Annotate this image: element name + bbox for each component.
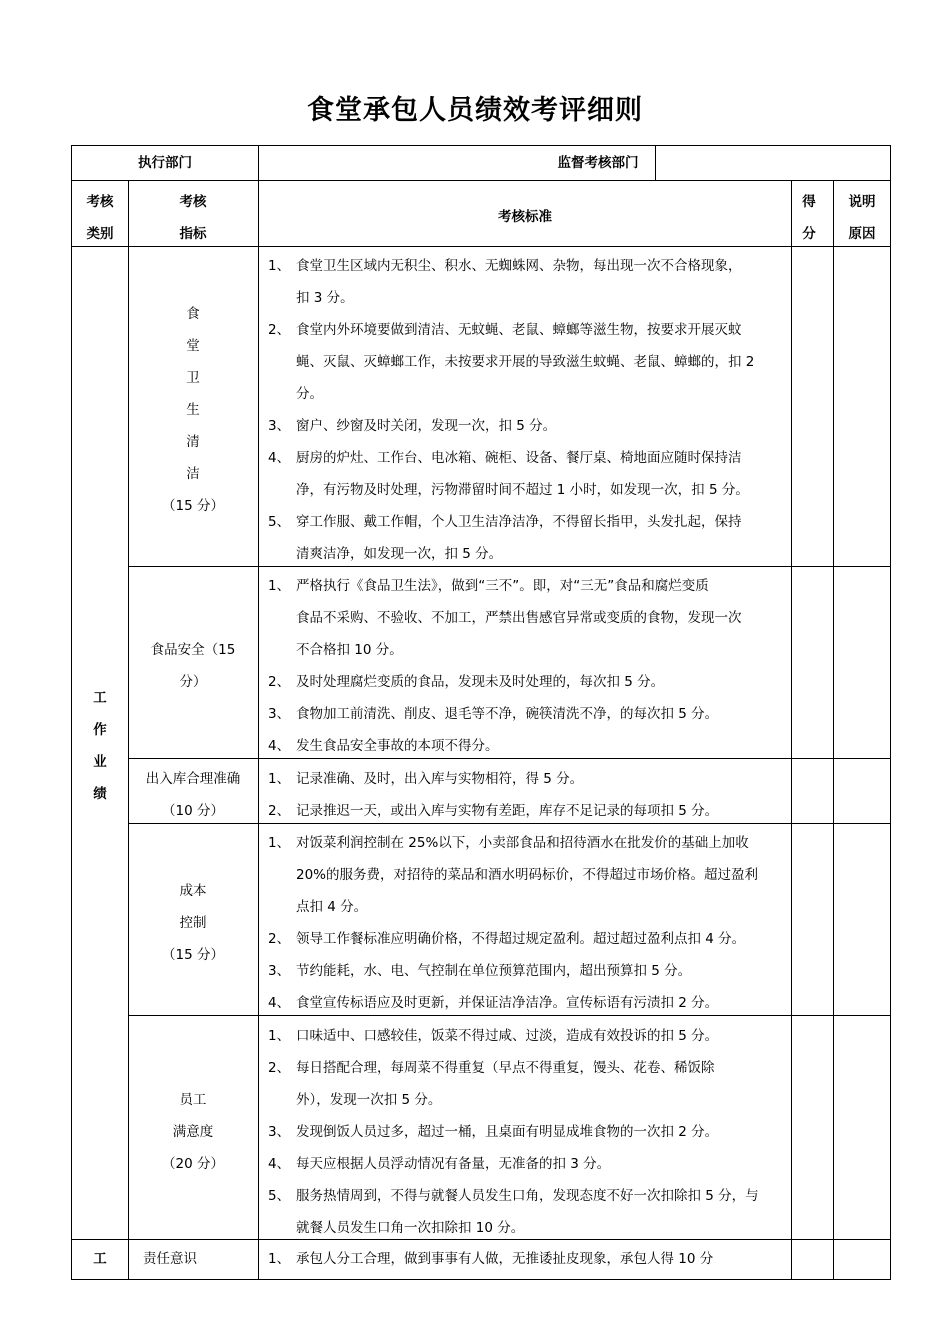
standard-num: 4、 [268,738,291,754]
indicator-line: （15 分） [162,498,224,514]
standard-text: 20%的服务费，对招待的菜品和酒水明码标价，不得超过市场价格。超过盈利 [296,867,759,883]
indicator-line: 控制 [179,915,207,931]
standard-text: 扣 3 分。 [296,290,354,306]
standard-text: 每日搭配合理，每周菜不得重复（早点不得重复，馒头、花卷、稀饭除 [296,1060,715,1076]
page-title: 食堂承包人员绩效考评细则 [307,95,643,126]
standard-num: 2、 [268,803,291,819]
standard-text: 节约能耗，水、电、气控制在单位预算范围内，超出预算扣 5 分。 [296,963,692,979]
standard-text: 穿工作服、戴工作帽，个人卫生洁净洁净，不得留长指甲，头发扎起，保持 [296,514,742,530]
category-char: 作 [93,722,107,738]
standard-num: 1、 [268,258,291,274]
standard-text: 蝇、灭鼠、灭蟑螂工作，未按要求开展的导致滋生蚊蝇、老鼠、蟑螂的，扣 2 [296,354,755,370]
standard-text: 严格执行《食品卫生法》，做到“三不”。即，对“三无”食品和腐烂变质 [296,578,709,594]
standard-num: 1、 [268,835,291,851]
indicator-line: 出入库合理准确 [145,771,241,787]
standard-num: 2、 [268,931,291,947]
indicator-line: 食 [186,306,200,322]
standard-num: 1、 [268,771,291,787]
standard-num: 2、 [268,674,291,690]
indicator-line: 员工 [179,1092,207,1108]
standard-num: 1、 [268,1028,291,1044]
standard-text: 承包人分工合理，做到事事有人做，无推诿扯皮现象，承包人得 10 分 [296,1251,714,1267]
standard-text: 每天应根据人员浮动情况有备量，无准备的扣 3 分。 [296,1156,611,1172]
indicator-line: 清 [186,434,200,450]
standard-num: 4、 [268,1156,291,1172]
standard-num: 5、 [268,514,291,530]
indicator-line: 成本 [179,883,207,899]
col-indicator-line1: 考核 [179,194,207,210]
standard-num: 3、 [268,1124,291,1140]
category-char-attitude: 工 [93,1251,107,1267]
standard-num: 1、 [268,1251,291,1267]
standard-text: 分。 [296,386,323,402]
standard-text: 就餐人员发生口角一次扣除扣 10 分。 [296,1220,525,1236]
indicator-line: 洁 [186,466,200,482]
standard-num: 4、 [268,995,291,1011]
standard-text: 口味适中、口感较佳，饭菜不得过咸、过淡，造成有效投诉的扣 5 分。 [296,1028,719,1044]
standard-text: 发生食品安全事故的本项不得分。 [296,738,499,754]
standard-text: 对饭菜利润控制在 25%以下，小卖部食品和招待酒水在批发价的基础上加收 [296,835,749,851]
col-score-line2: 分 [802,226,816,242]
col-indicator-line2: 指标 [179,226,207,242]
standard-text: 食品不采购、不验收、不加工，严禁出售感官异常或变质的食物，发现一次 [296,610,742,626]
indicator-line: 责任意识 [143,1251,197,1267]
col-reason-line2: 原因 [848,226,876,242]
standard-num: 5、 [268,1188,291,1204]
col-category-line2: 类别 [86,226,114,242]
standard-text: 记录准确、及时，出入库与实物相符，得 5 分。 [296,771,584,787]
indicator-line: （15 分） [162,947,224,963]
standard-text: 及时处理腐烂变质的食品，发现未及时处理的，每次扣 5 分。 [296,674,665,690]
standard-text: 食堂宣传标语应及时更新，并保证洁净洁净。宣传标语有污渍扣 2 分。 [296,995,719,1011]
standard-text: 发现倒饭人员过多，超过一桶，且桌面有明显成堆食物的一次扣 2 分。 [296,1124,719,1140]
standard-text: 窗户、纱窗及时关闭，发现一次，扣 5 分。 [296,418,557,434]
indicator-line: （10 分） [162,803,224,819]
standard-text: 不合格扣 10 分。 [296,642,403,658]
standard-text: 点扣 4 分。 [296,899,368,915]
standard-num: 4、 [268,450,291,466]
indicator-line: 卫 [186,370,200,386]
standard-text: 服务热情周到，不得与就餐人员发生口角，发现态度不好一次扣除扣 5 分，与 [296,1188,759,1204]
standard-num: 2、 [268,322,291,338]
exec-dept-label: 执行部门 [138,155,192,171]
standard-text: 净，有污物及时处理，污物滞留时间不超过 1 小时，如发现一次，扣 5 分。 [296,482,749,498]
standard-text: 领导工作餐标准应明确价格，不得超过规定盈利。超过超过盈利点扣 4 分。 [296,931,746,947]
standard-num: 3、 [268,706,291,722]
category-char: 绩 [93,786,107,802]
standard-num: 3、 [268,963,291,979]
indicator-line: 生 [186,402,200,418]
indicator-line: 堂 [186,338,200,354]
category-char: 业 [93,754,107,770]
col-reason-line1: 说明 [848,194,876,210]
col-score-line1: 得 [802,194,816,210]
standard-num: 2、 [268,1060,291,1076]
standard-text: 清爽洁净，如发现一次，扣 5 分。 [296,546,503,562]
standard-text: 食堂内外环境要做到清洁、无蚊蝇、老鼠、蟑螂等滋生物，按要求开展灭蚊 [296,322,742,338]
standard-num: 3、 [268,418,291,434]
indicator-line: 分） [179,674,207,690]
standard-text: 记录推迟一天，或出入库与实物有差距，库存不足记录的每项扣 5 分。 [296,803,719,819]
standard-text: 食堂卫生区域内无积尘、积水、无蜘蛛网、杂物，每出现一次不合格现象， [296,258,742,274]
supervise-dept-label: 监督考核部门 [557,155,639,171]
col-standard: 考核标准 [498,209,552,225]
indicator-line: （20 分） [162,1156,224,1172]
indicator-line: 食品安全（15 [150,642,236,658]
standard-text: 食物加工前清洗、削皮、退毛等不净，碗筷清洗不净，的每次扣 5 分。 [296,706,719,722]
standard-text: 厨房的炉灶、工作台、电冰箱、碗柜、设备、餐厅桌、椅地面应随时保持洁 [296,450,742,466]
indicator-line: 满意度 [172,1124,214,1140]
standard-num: 1、 [268,578,291,594]
standard-text: 外），发现一次扣 5 分。 [296,1092,442,1108]
col-category-line1: 考核 [86,194,114,210]
category-char: 工 [93,690,107,706]
